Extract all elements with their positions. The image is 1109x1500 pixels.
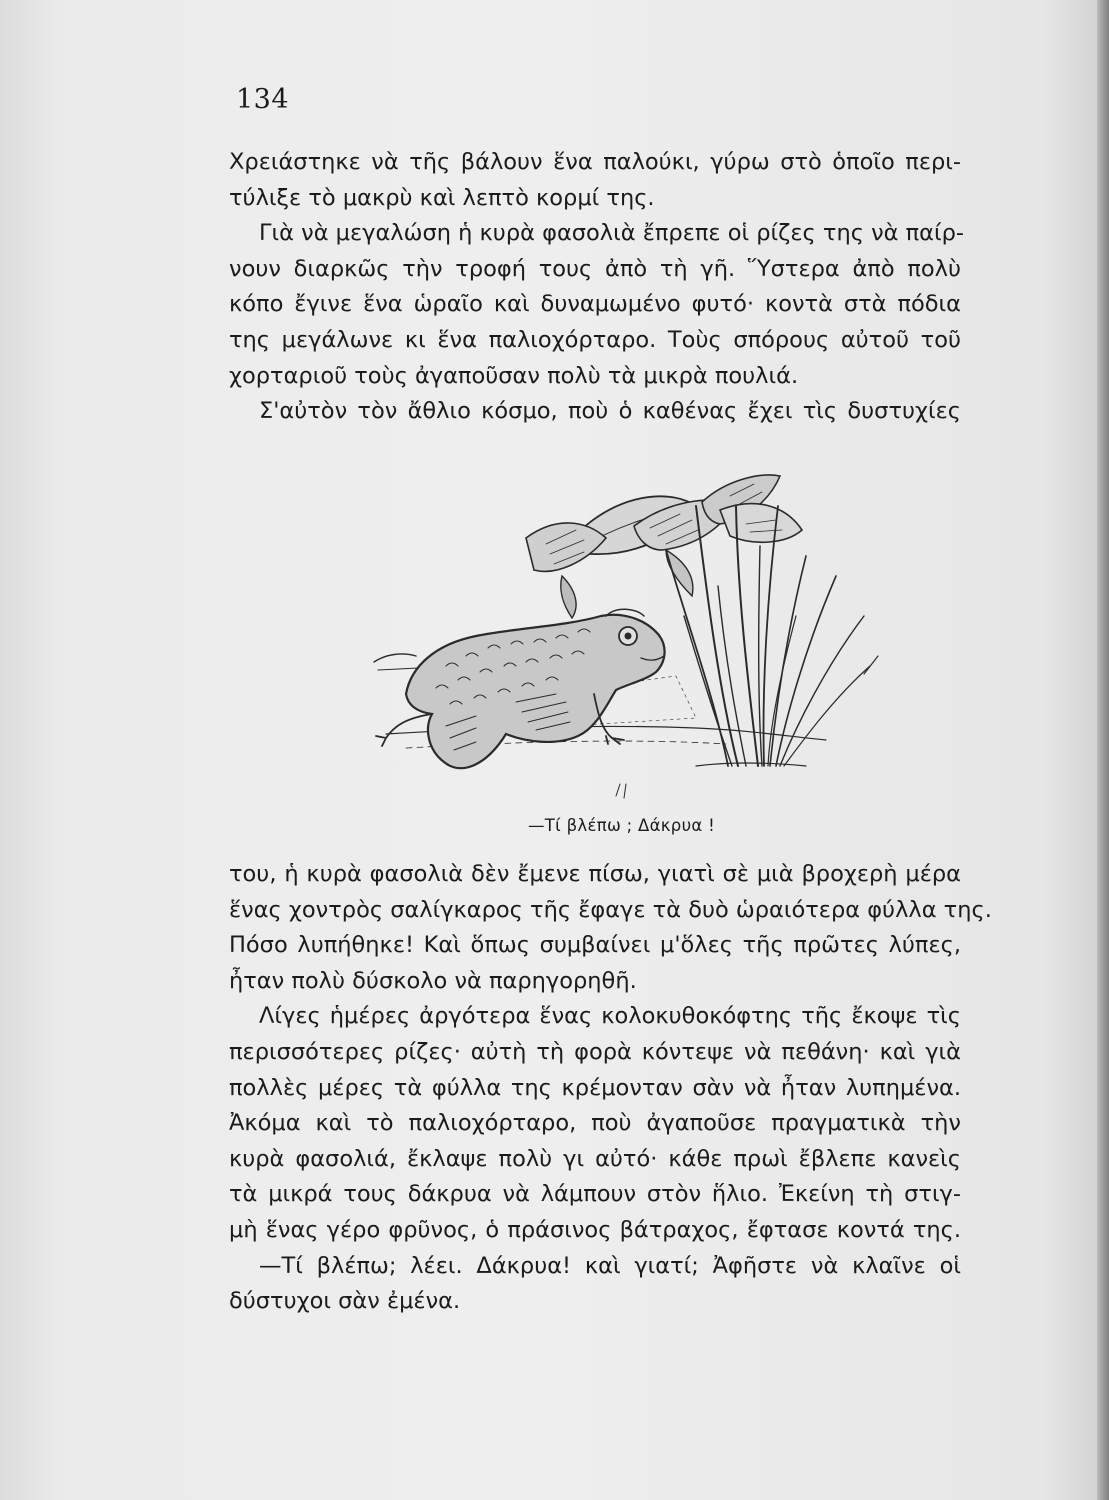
text-line: δύστυχοι σὰν ἐμένα. [229,1288,461,1315]
illustration-caption: —Τί βλέπω ; Δάκρυα ! [528,816,716,835]
toad-and-plant-illustration [366,466,896,818]
text-line: ἕνας χοντρὸς σαλίγκαρος τῆς ἔφαγε τὰ δυὸ ὡραιότερα φύλλα της. [229,896,992,923]
page-number: 134 [236,84,290,115]
text-line: τύλιξε τὸ μακρὺ καὶ λεπτὸ κορμί της. [229,184,655,211]
text-line: κόπο ἔγινε ἕνα ὡραῖο καὶ δυναμωμένο φυτό· κοντὰ στὰ πόδια [229,291,961,318]
text-line: κυρὰ φασολιά, ἔκλαψε πολὺ γι αὐτό· κάθε πρωὶ ἔβλεπε κανεὶς [229,1145,961,1172]
text-line: τὰ μικρά τους δάκρυα νὰ λάμπουν στὸν ἥλιο. Ἐκείνη τὴ στιγ- [229,1181,961,1208]
text-line: —Τί βλέπω; λέει. Δάκρυα! καὶ γιατί; Ἀφῆστε νὰ κλαῖνε οἱ [259,1252,961,1279]
text-block-bottom [229,857,992,1320]
text-line: ἦταν πολὺ δύσκολο νὰ παρηγορηθῆ. [229,967,637,994]
text-line: Ἀκόμα καὶ τὸ παλιοχόρταρο, ποὺ ἀγαποῦσε πραγματικὰ τὴν [229,1110,961,1137]
text-line: χορταριοῦ τοὺς ἀγαποῦσαν πολὺ τὰ μικρὰ πουλιά. [229,362,799,389]
text-line: μὴ ἕνας γέρο φρῦνος, ὁ πράσινος βάτραχος, ἔφτασε κοντά της. [229,1216,961,1243]
text-line: περισσότερες ρίζες· αὐτὴ τὴ φορὰ κόντεψε νὰ πεθάνη· καὶ γιὰ [229,1038,961,1065]
text-line: της μεγάλωνε κι ἕνα παλιοχόρταρο. Τοὺς σπόρους αὐτοῦ τοῦ [229,326,961,353]
text-line: Σ'αὐτὸν τὸν ἄθλιο κόσμο, ποὺ ὁ καθένας ἔχει τὶς δυστυχίες [259,398,961,425]
text-block-top [229,145,965,430]
text-line: πολλὲς μέρες τὰ φύλλα της κρέμονταν σὰν νὰ ἦταν λυπημένα. [229,1074,961,1101]
page-edge-shadow [1097,0,1109,1500]
text-line: Χρειάστηκε νὰ τῆς βάλουν ἕνα παλούκι, γύρω στὸ ὁποῖο περι- [229,149,961,175]
text-line: νουν διαρκῶς τὴν τροφή τους ἀπὸ τὴ γῆ. Ὕστερα ἀπὸ πολὺ [229,255,961,282]
text-line: του, ἡ κυρὰ φασολιὰ δὲν ἔμενε πίσω, γιατὶ σὲ μιὰ βροχερὴ μέρα [229,861,961,887]
text-line: Γιὰ νὰ μεγαλώση ἡ κυρὰ φασολιὰ ἔπρεπε οἱ ρίζες της νὰ παίρ- [259,220,965,247]
text-line: Πόσο λυπήθηκε! Καὶ ὅπως συμβαίνει μ'ὅλες τῆς πρῶτες λύπες, [229,932,961,959]
text-line: Λίγες ἡμέρες ἀργότερα ἕνας κολοκυθοκόφτης τῆς ἔκοψε τὶς [259,1003,961,1030]
